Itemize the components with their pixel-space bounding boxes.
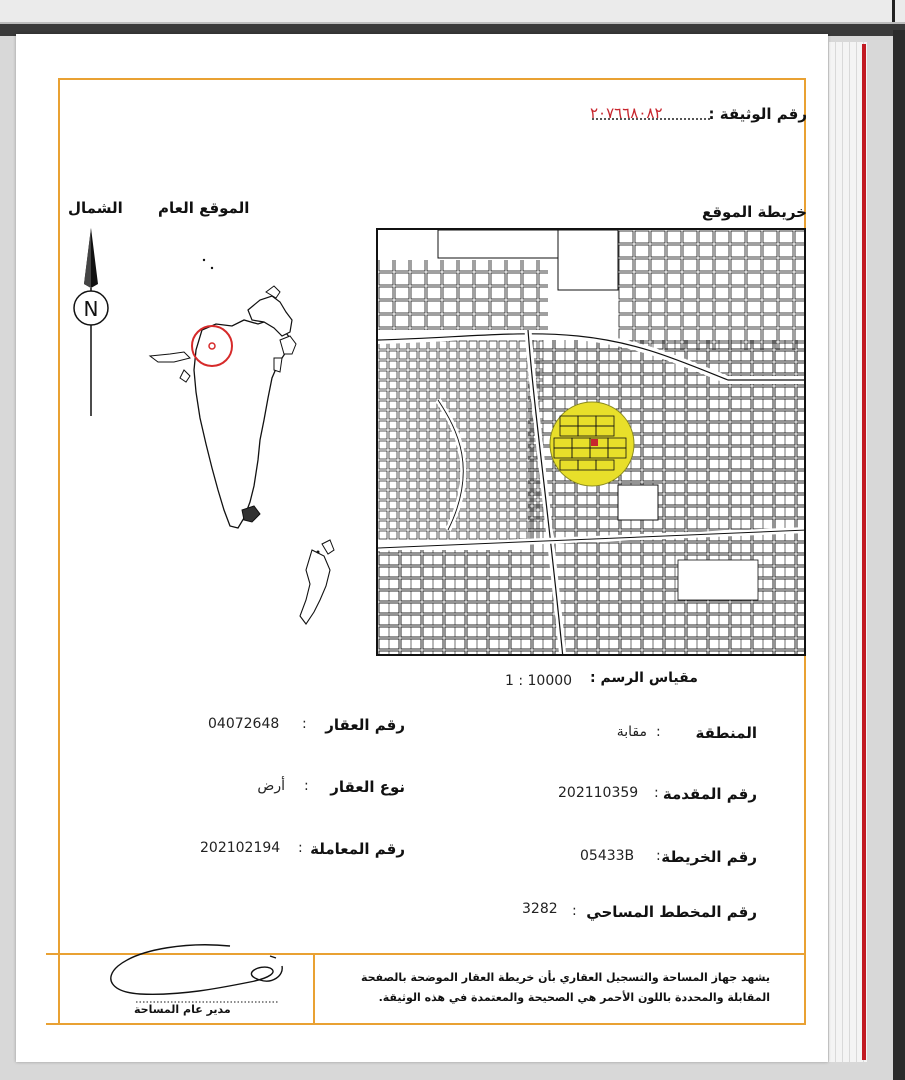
area-colon: : (656, 724, 661, 740)
compass-letter: N (83, 297, 99, 321)
property-number-label: رقم العقار (325, 716, 405, 734)
signature-title: مدير عام المساحة (134, 1003, 231, 1016)
general-location-title: الموقع العام (158, 199, 250, 217)
footer-vertical-divider (313, 953, 315, 1025)
map-number-value: 05433B (580, 848, 635, 864)
north-title: الشمال (68, 199, 123, 217)
location-map-title: خريطة الموقع (701, 203, 807, 221)
red-page-edge (862, 44, 866, 1060)
signature (100, 938, 300, 1008)
transaction-number-colon: : (298, 840, 303, 856)
property-type-value: أرض (257, 778, 285, 794)
parcel-marker (591, 439, 598, 446)
property-type-label: نوع العقار (330, 778, 405, 796)
transaction-number-label: رقم المعاملة (310, 840, 405, 858)
survey-plan-label: رقم المخطط المساحي (586, 903, 757, 921)
scan-right-edge (893, 30, 905, 1080)
doc-number-dotted-line (592, 118, 710, 120)
map-number-label: رقم الخريطة (661, 848, 757, 866)
doc-number-value: ٢٠٧٦٦٨٠٨٢ (590, 104, 663, 122)
transaction-number-value: 202102194 (200, 840, 281, 856)
property-number-value: 04072648 (208, 716, 280, 732)
map-number-colon: : (656, 848, 661, 864)
application-number-colon: : (654, 785, 659, 801)
property-number-colon: : (302, 716, 307, 732)
property-type-colon: : (304, 778, 309, 794)
survey-plan-value: 3282 (522, 901, 558, 917)
general-location-map (140, 240, 350, 640)
location-map (376, 228, 806, 656)
north-arrow-icon (66, 224, 116, 424)
area-label: المنطقة (695, 724, 757, 742)
certification-text: يشهد جهاز المساحة والتسجيل العقاري بأن خريطة العقار الموضحة بالصفحة المقابلة والمحددة باللون الأحمر هي الصحيحة والمعتمدة في هذه الوثيقة. (360, 971, 770, 1004)
scale-label: مقياس الرسم : (590, 670, 698, 686)
survey-plan-colon: : (572, 903, 577, 919)
doc-number-label: رقم الوثيقة : (708, 105, 807, 123)
area-value: مقابة (616, 724, 647, 740)
stacked-pages-edge (822, 42, 867, 1062)
application-number-value: 202110359 (558, 785, 639, 801)
scale-value: 1 : 10000 (505, 673, 573, 689)
top-page-strip (0, 0, 905, 24)
application-number-label: رقم المقدمة (662, 785, 757, 803)
frame-corner (46, 1023, 60, 1025)
